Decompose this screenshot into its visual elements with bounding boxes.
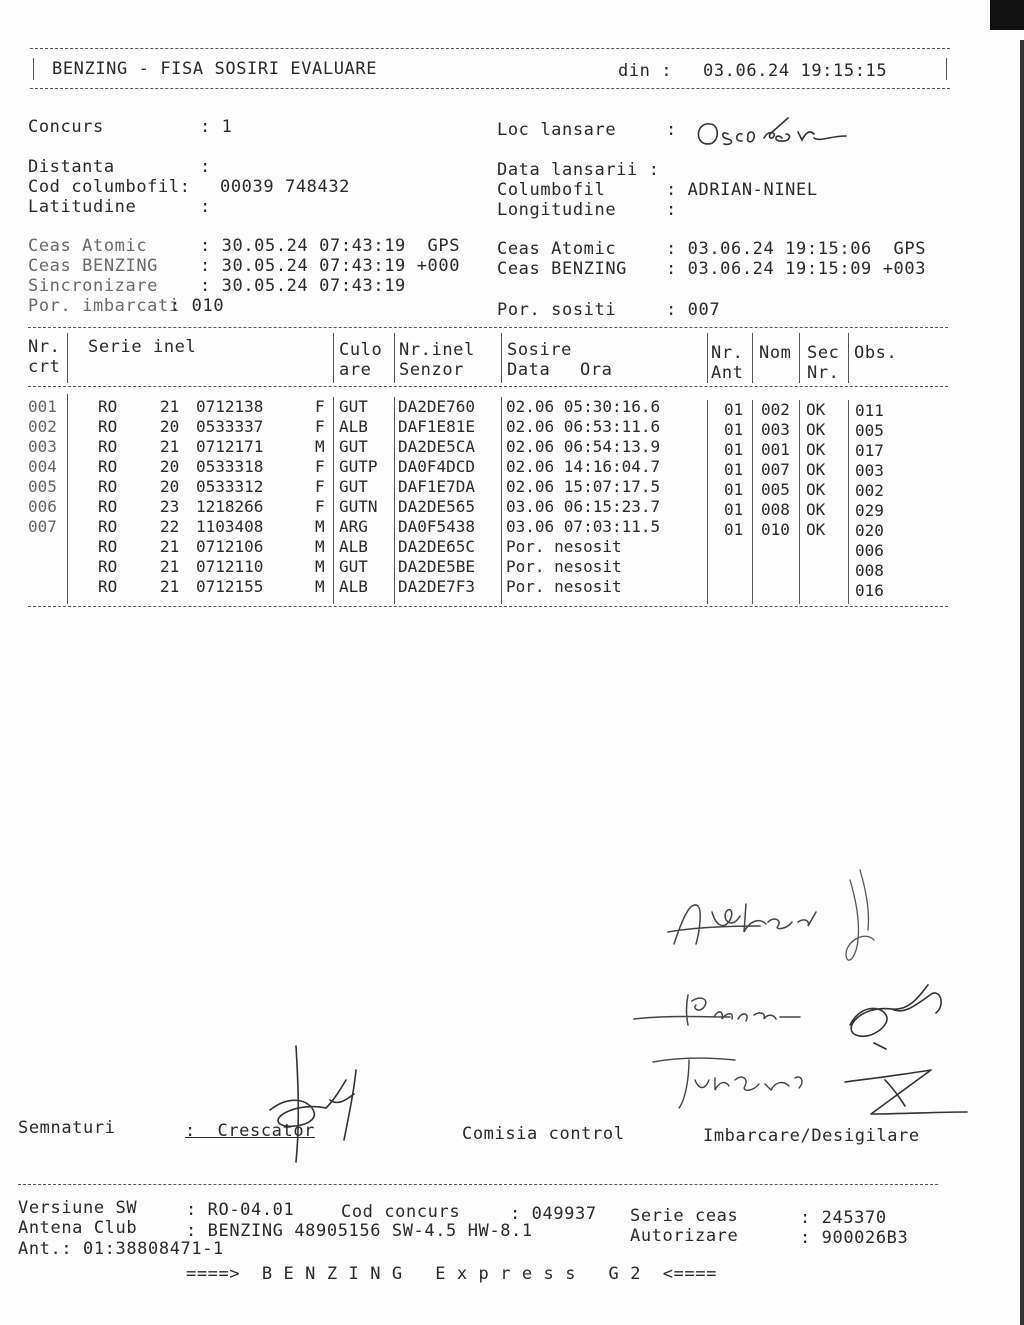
latitudine-value: : — [200, 197, 211, 217]
cell-culoare: GUT — [339, 477, 368, 496]
th-nr-ant: Nr. — [711, 343, 744, 363]
cell-sosire: Por. nesosit — [506, 537, 622, 556]
cell-inel: 0712138 — [196, 397, 264, 416]
cell-nom: 002 — [761, 400, 790, 419]
cell-sec: OK — [806, 420, 826, 439]
cell-sex: F — [315, 497, 325, 516]
cell-nom: 008 — [761, 500, 790, 519]
cell-obs: 003 — [855, 461, 884, 480]
cell-nr: 007 — [28, 517, 57, 536]
cell-sex: M — [315, 577, 325, 596]
cell-nr: 002 — [28, 417, 57, 436]
ceas-benzing-value-left: : 30.05.24 07:43:19 +000 — [200, 256, 461, 276]
cell-tara: RO — [98, 437, 118, 456]
por-imbarcati-label: Por. imbarcati — [28, 296, 180, 316]
cell-culoare: GUTP — [339, 457, 378, 476]
cell-sosire: 03.06 06:15:23.7 — [506, 497, 661, 516]
concurs-value: : 1 — [200, 117, 233, 137]
cell-sex: F — [315, 457, 325, 476]
longitudine-value: : — [666, 200, 677, 220]
versiune-sw-value: : RO-04.01 — [186, 1200, 295, 1220]
th-obs: Obs. — [854, 343, 898, 363]
crescator-label: : Crescator — [185, 1121, 316, 1141]
din-label: din : — [618, 61, 673, 81]
cell-culoare: GUT — [339, 557, 368, 576]
cell-an: 23 — [160, 497, 180, 516]
cell-obs: 020 — [855, 521, 884, 540]
cell-culoare: ARG — [339, 517, 368, 536]
cell-tara: RO — [98, 557, 118, 576]
signature-ionescu — [630, 965, 970, 1055]
cod-columbofil-label: Cod columbofil: — [28, 177, 191, 197]
cell-tara: RO — [98, 517, 118, 536]
cell-senzor: DA2DE5BE — [398, 557, 476, 576]
scan-edge-line — [1020, 40, 1024, 1325]
col-divider-4h — [501, 333, 502, 383]
cell-nom: 005 — [761, 480, 790, 499]
th-crt: crt — [28, 357, 61, 377]
col-divider-8h — [848, 333, 849, 383]
table-row — [0, 497, 1024, 520]
cell-sosire: 02.06 06:53:11.6 — [506, 417, 661, 436]
cell-sosire: Por. nesosit — [506, 557, 622, 576]
th-data: Data — [507, 360, 551, 380]
cell-sex: M — [315, 517, 325, 536]
latitudine-label: Latitudine — [28, 197, 137, 217]
cell-sec: OK — [806, 500, 826, 519]
th-nom: Nom — [759, 343, 792, 363]
cell-nom: 007 — [761, 460, 790, 479]
cell-inel: 0712106 — [196, 537, 264, 556]
cell-sosire: 02.06 14:16:04.7 — [506, 457, 661, 476]
th-sec: Sec — [807, 343, 840, 363]
loc-lansare-sep: : — [666, 120, 677, 140]
cell-nom: 010 — [761, 520, 790, 539]
cell-sex: M — [315, 537, 325, 556]
cell-an: 21 — [160, 557, 180, 576]
data-lansarii-label: Data lansarii : — [497, 160, 660, 180]
table-row — [0, 537, 1024, 560]
versiune-sw-label: Versiune SW — [18, 1198, 138, 1218]
cell-tara: RO — [98, 537, 118, 556]
cell-sec: OK — [806, 460, 826, 479]
cell-tara: RO — [98, 397, 118, 416]
cell-inel: 0533312 — [196, 477, 264, 496]
cell-nr: 005 — [28, 477, 57, 496]
cell-obs: 011 — [855, 401, 884, 420]
cell-senzor: DAF1E7DA — [398, 477, 476, 496]
autorizare-value: : 900026B3 — [800, 1228, 909, 1248]
header-left-border — [33, 58, 34, 80]
ceas-atomic-value-left: : 30.05.24 07:43:19 GPS — [200, 236, 461, 256]
table-row — [0, 397, 1024, 420]
cell-sec: OK — [806, 520, 826, 539]
table-bottom-rule — [28, 606, 948, 607]
distanta-value: : — [200, 157, 211, 177]
sincronizare-label: Sincronizare — [28, 276, 159, 296]
cell-ant: 01 — [724, 420, 744, 439]
th-culo: Culo — [339, 340, 383, 360]
footer-top-rule — [18, 1184, 938, 1185]
table-row — [0, 557, 1024, 580]
cod-columbofil-value: 00039 748432 — [220, 177, 351, 197]
cell-obs: 006 — [855, 541, 884, 560]
cell-an: 20 — [160, 417, 180, 436]
th-ora: Ora — [580, 360, 613, 380]
por-sositi-label: Por. sositi — [497, 300, 617, 320]
cell-ant: 01 — [724, 400, 744, 419]
din-value: 03.06.24 19:15:15 — [703, 61, 888, 81]
cell-senzor: DA2DE7F3 — [398, 577, 476, 596]
antena-club-value: : BENZING 48905156 SW-4.5 HW-8.1 — [186, 1221, 533, 1241]
col-divider-1h — [67, 333, 68, 383]
cell-inel: 0712171 — [196, 437, 264, 456]
cell-sec: OK — [806, 440, 826, 459]
ceas-benzing-label-left: Ceas BENZING — [28, 256, 159, 276]
document-title: BENZING - FISA SOSIRI EVALUARE — [52, 59, 378, 79]
cell-nr: 001 — [28, 397, 57, 416]
cell-an: 21 — [160, 577, 180, 596]
sincronizare-value: : 30.05.24 07:43:19 — [200, 276, 406, 296]
col-divider-5h — [707, 333, 708, 383]
cod-concurs-label: Cod concurs — [341, 1202, 461, 1222]
cell-sosire: 03.06 07:03:11.5 — [506, 517, 661, 536]
ceas-benzing-value-right: : 03.06.24 19:15:09 +003 — [666, 259, 927, 279]
ceas-benzing-label-right: Ceas BENZING — [497, 259, 628, 279]
brand-line: ====> B E N Z I N G E x p r e s s G 2 <==== — [186, 1264, 717, 1284]
loc-lansare-label: Loc lansare — [497, 120, 617, 140]
cell-obs: 029 — [855, 501, 884, 520]
header-top-rule — [30, 48, 950, 49]
imbarcare-desigilare-label: Imbarcare/Desigilare — [703, 1126, 920, 1146]
th-serie-inel: Serie inel — [88, 337, 197, 357]
col-divider-2h — [333, 333, 334, 383]
scan-edge-mark — [990, 0, 1024, 30]
th-senzor: Senzor — [399, 360, 465, 380]
cell-ant: 01 — [724, 500, 744, 519]
cell-tara: RO — [98, 457, 118, 476]
cell-inel: 1103408 — [196, 517, 264, 536]
ceas-atomic-label-right: Ceas Atomic — [497, 239, 617, 259]
cell-sec: OK — [806, 480, 826, 499]
cell-ant: 01 — [724, 480, 744, 499]
table-row — [0, 577, 1024, 600]
por-sositi-value: : 007 — [666, 300, 721, 320]
th-sosire: Sosire — [507, 340, 573, 360]
table-header-rule — [28, 386, 948, 387]
cell-sosire: 02.06 06:54:13.9 — [506, 437, 661, 456]
cell-sex: F — [315, 397, 325, 416]
th-nr: Nr. — [28, 337, 61, 357]
cell-nr: 006 — [28, 497, 57, 516]
th-are: are — [339, 360, 372, 380]
cell-sex: F — [315, 477, 325, 496]
col-divider-3h — [394, 333, 395, 383]
autorizare-label: Autorizare — [630, 1226, 739, 1246]
cell-inel: 0533318 — [196, 457, 264, 476]
loc-lansare-handwriting — [690, 108, 860, 152]
cell-obs: 016 — [855, 581, 884, 600]
table-top-rule — [28, 327, 948, 328]
cell-culoare: GUT — [339, 437, 368, 456]
cell-culoare: ALB — [339, 417, 368, 436]
cell-sex: F — [315, 417, 325, 436]
cod-concurs-value: : 049937 — [510, 1204, 597, 1224]
cell-senzor: DA2DE5CA — [398, 437, 476, 456]
header-right-border — [946, 58, 947, 80]
cell-senzor: DA2DE65C — [398, 537, 476, 556]
comisia-control-label: Comisia control — [462, 1124, 625, 1144]
cell-inel: 1218266 — [196, 497, 264, 516]
cell-nr: 003 — [28, 437, 57, 456]
signature-tutunaru — [645, 1050, 975, 1125]
th-sec-nr: Nr. — [807, 363, 840, 383]
cell-sosire: 02.06 05:30:16.6 — [506, 397, 661, 416]
longitudine-label: Longitudine — [497, 200, 617, 220]
cell-sex: M — [315, 557, 325, 576]
cell-culoare: ALB — [339, 537, 368, 556]
col-divider-7h — [799, 333, 800, 383]
columbofil-label: Columbofil — [497, 180, 606, 200]
cell-sex: M — [315, 437, 325, 456]
concurs-label: Concurs — [28, 117, 104, 137]
cell-an: 20 — [160, 457, 180, 476]
th-ant: Ant — [711, 363, 744, 383]
cell-tara: RO — [98, 417, 118, 436]
cell-ant: 01 — [724, 440, 744, 459]
cell-culoare: ALB — [339, 577, 368, 596]
cell-sosire: 02.06 15:07:17.5 — [506, 477, 661, 496]
ceas-atomic-value-right: : 03.06.24 19:15:06 GPS — [666, 239, 927, 259]
cell-tara: RO — [98, 497, 118, 516]
semnaturi-label: Semnaturi — [18, 1118, 116, 1138]
serie-ceas-label: Serie ceas — [630, 1206, 739, 1226]
cell-culoare: GUT — [339, 397, 368, 416]
cell-sec: OK — [806, 400, 826, 419]
cell-an: 21 — [160, 537, 180, 556]
cell-nr: 004 — [28, 457, 57, 476]
cell-ant: 01 — [724, 460, 744, 479]
cell-inel: 0712155 — [196, 577, 264, 596]
signature-crescator — [230, 1040, 380, 1170]
columbofil-value: : ADRIAN-NINEL — [666, 180, 818, 200]
por-imbarcati-value: : 010 — [170, 296, 225, 316]
cell-obs: 002 — [855, 481, 884, 500]
cell-tara: RO — [98, 477, 118, 496]
cell-obs: 017 — [855, 441, 884, 460]
cell-senzor: DA0F4DCD — [398, 457, 476, 476]
cell-senzor: DAF1E81E — [398, 417, 476, 436]
antenna-id: Ant.: 01:38808471-1 — [18, 1239, 224, 1259]
table-row — [0, 517, 1024, 540]
cell-an: 22 — [160, 517, 180, 536]
table-row — [0, 477, 1024, 500]
cell-inel: 0533337 — [196, 417, 264, 436]
ceas-atomic-label-left: Ceas Atomic — [28, 236, 148, 256]
cell-sosire: Por. nesosit — [506, 577, 622, 596]
cell-an: 21 — [160, 397, 180, 416]
cell-obs: 005 — [855, 421, 884, 440]
cell-an: 20 — [160, 477, 180, 496]
table-row — [0, 437, 1024, 460]
antena-club-label: Antena Club — [18, 1218, 138, 1238]
cell-senzor: DA0F5438 — [398, 517, 476, 536]
col-divider-6h — [752, 333, 753, 383]
cell-ant: 01 — [724, 520, 744, 539]
table-row — [0, 457, 1024, 480]
signature-abulasei — [660, 860, 900, 970]
distanta-label: Distanta — [28, 157, 115, 177]
cell-an: 21 — [160, 437, 180, 456]
cell-obs: 008 — [855, 561, 884, 580]
cell-senzor: DA2DE565 — [398, 497, 476, 516]
cell-nom: 001 — [761, 440, 790, 459]
table-row — [0, 417, 1024, 440]
header-bottom-rule — [30, 88, 950, 89]
cell-senzor: DA2DE760 — [398, 397, 476, 416]
cell-culoare: GUTN — [339, 497, 378, 516]
th-nr-inel: Nr.inel — [399, 340, 475, 360]
cell-nom: 003 — [761, 420, 790, 439]
cell-tara: RO — [98, 577, 118, 596]
serie-ceas-value: : 245370 — [800, 1208, 887, 1228]
cell-inel: 0712110 — [196, 557, 264, 576]
